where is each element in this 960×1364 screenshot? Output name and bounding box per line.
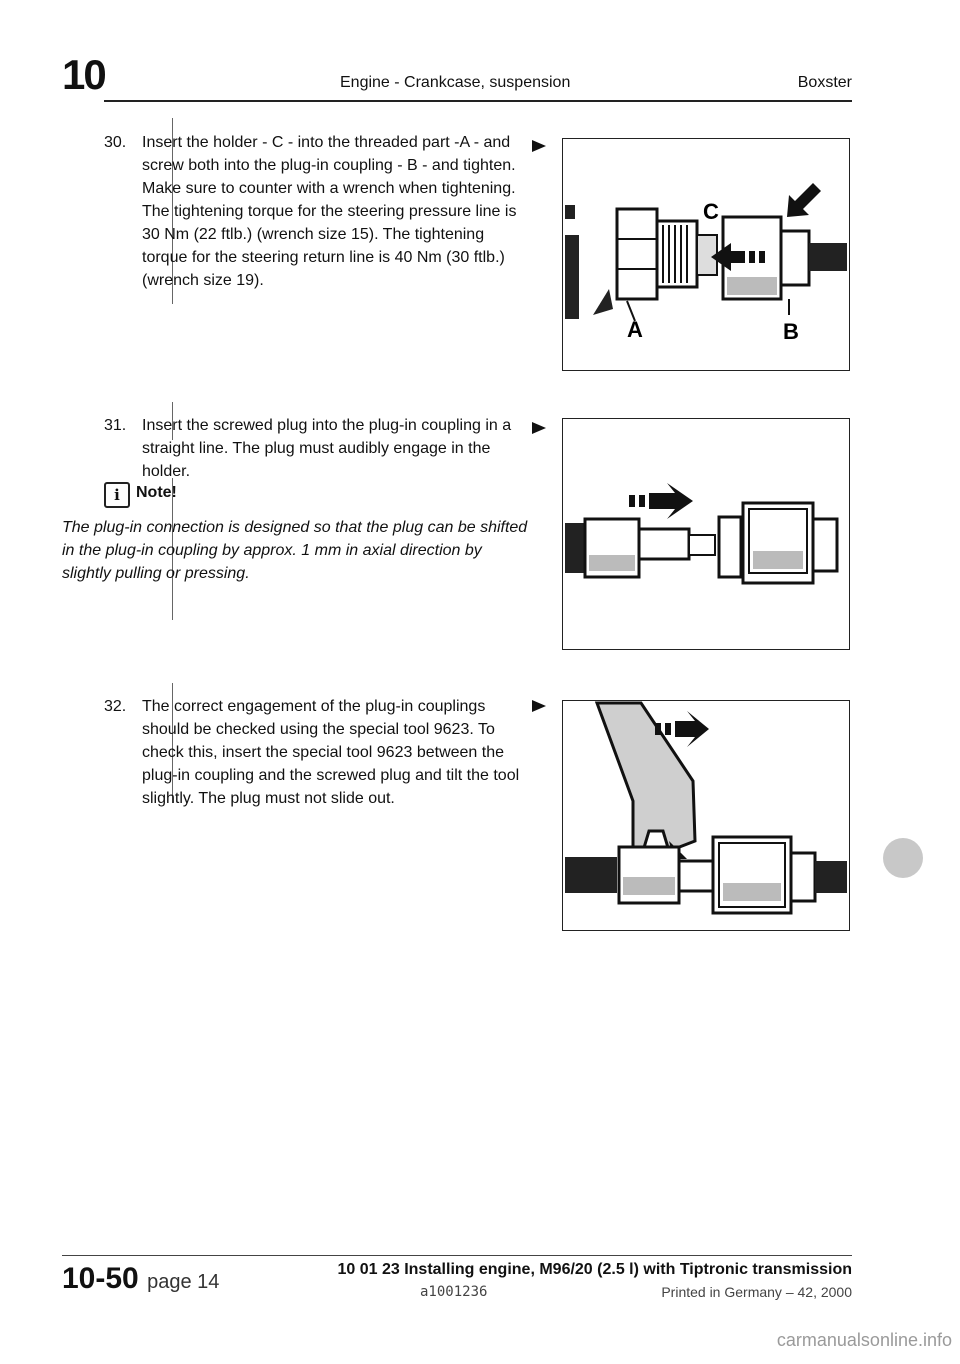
pointer-arrow-icon xyxy=(532,422,546,434)
pointer-arrow-icon xyxy=(532,140,546,152)
source-watermark: carmanualsonline.info xyxy=(776,1330,952,1350)
printed-info: Printed in Germany – 42, 2000 xyxy=(661,1284,852,1300)
step-30 xyxy=(104,131,524,292)
label-c: C xyxy=(703,199,719,224)
step-number: 30. xyxy=(104,134,127,151)
figure-plug-insertion xyxy=(562,418,850,650)
label-a: A xyxy=(627,317,643,342)
label-b: B xyxy=(783,319,799,344)
footer-rule xyxy=(62,1255,852,1256)
note-label: Note! xyxy=(136,484,177,501)
figure-coupling-assembly xyxy=(562,138,850,371)
info-icon: i xyxy=(104,482,130,508)
step-number: 32. xyxy=(104,698,127,715)
document-code: a1001236 xyxy=(420,1284,488,1300)
pointer-arrow-icon xyxy=(532,700,546,712)
margin-dot xyxy=(883,838,923,878)
chapter-number: 10 xyxy=(62,51,105,98)
page-number: 10-50 page 14 xyxy=(62,1262,220,1295)
step-text: Insert the holder - C - into the threaded part -A - and screw both into the plug-in coupling - B - and tighten. Make sure to counter with a wrench when tightening. The tightening torque for the steering pressure line is 30 Nm (22 ftlb.) (wrench size 15). The tightening torque for the steering return line is 40 Nm (30 ftlb.) (wrench size 19). xyxy=(142,134,517,289)
step-number: 31. xyxy=(104,417,127,434)
section-title: Engine - Crankcase, suspension xyxy=(340,74,571,91)
figure-special-tool-check xyxy=(562,700,850,931)
header-rule xyxy=(104,100,852,102)
note-text: The plug-in connection is designed so that the plug can be shifted in the plug-in coupling by approx. 1 mm in axial direction by slightly pulling or pressing. xyxy=(62,519,528,582)
step-text: Insert the screwed plug into the plug-in coupling in a straight line. The plug must audibly engage in the holder. xyxy=(142,417,512,480)
footer-title: 10 01 23 Installing engine, M96/20 (2.5 l) with Tiptronic transmission xyxy=(337,1261,852,1278)
step-32 xyxy=(104,695,524,810)
step-31 xyxy=(104,414,524,483)
step-text: The correct engagement of the plug-in couplings should be checked using the special tool 9623. To check this, insert the special tool 9623 between the plug-in coupling and the screwed plug and tilt the tool slightly. The plug must not slide out. xyxy=(142,698,520,807)
model-name: Boxster xyxy=(797,74,852,91)
